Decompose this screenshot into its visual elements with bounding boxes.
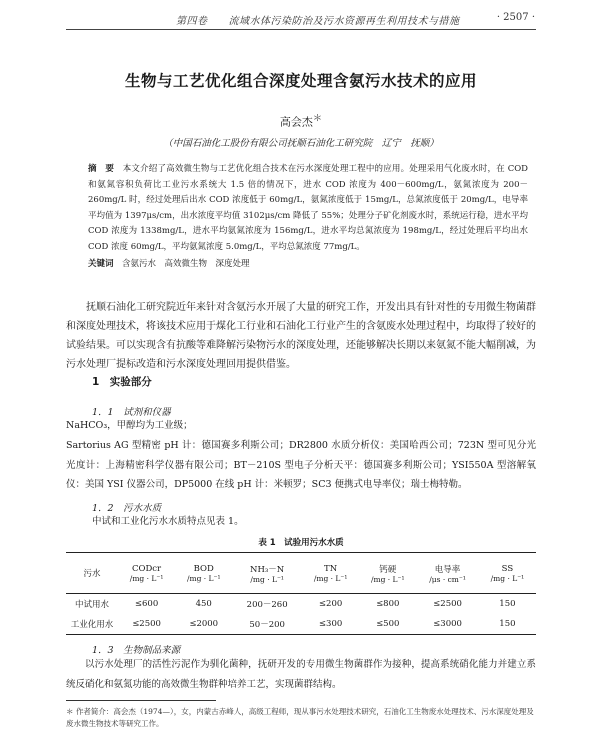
table-cell: ≤300: [318, 619, 343, 629]
table-cell: ≤2500: [433, 599, 462, 609]
page-number: · 2507 ·: [496, 12, 535, 23]
table-cell: 工业化用水: [70, 620, 114, 630]
col-header: CODcr /mg · L⁻¹: [129, 563, 164, 583]
col-header: SS /mg · L⁻¹: [490, 563, 525, 583]
table-row: [66, 594, 536, 615]
water-quality-text: 中试和工业化污水水质特点见表 1。: [92, 516, 244, 527]
bio-source-text: 以污水处理厂的活性污泥作为驯化菌种，抚研开发的专用微生物菌群作为接种，提高系统硝化能力并建立系统反硝化和氨氮功能的高效微生物群种培养工艺，实现菌群结构。: [66, 659, 536, 690]
table-caption: 表 1 试验用污水水质: [258, 538, 344, 548]
table-cell: ≤2500: [132, 619, 161, 629]
author: 高会杰＊: [279, 113, 323, 129]
table-cell: 200－260: [246, 600, 288, 610]
abstract-text: 本文介绍了高效微生物与工艺优化组合技术在污水深度处理工程中的应用。处理采用气化废水时，在 COD 和氨氮容积负荷比工业污水系统大 1.5 倍的情况下，进水 COD 浓度为 400－600mg/L，氨氮浓度为 200－260mg/L 时，经过处理后出水 COD 浓度低于 60mg/L，氨氮浓度低于 15mg/L，总氮浓度低于 20mg/L，电导率平均值为 1397μs/cm，出水浓度平均值 3102μs/cm 降低了 55%；处理分子矿化剂废水时，系统运行稳，进水平均 COD 浓度为 1338mg/L，进水平均氨氮浓度为 156mg/L，进水平均总氮浓度为 198mg/L，经过处理后平均出水 COD 浓度 60mg/L，平均氨氮浓度 5.0mg/L，平均总氮浓度 77mg/L。: [88, 164, 528, 252]
keywords-text: 含氨污水 高效微生物 深度处理: [122, 259, 250, 269]
col-header: 钙硬 /mg · L⁻¹: [370, 564, 405, 584]
intro-paragraph: 抚顺石油化工研究院近年来针对含氨污水开展了大量的研究工作，开发出具有针对性的专用微生物菌群和深度处理技术，将该技术应用于煤化工行业和石油化工行业产生的含氨废水处理过程中，均取得了较好的试验结果。可以实现含有抗酸等难降解污染物污水的深度处理，还能够解决长期以来氨氮不能大幅削减，为污水处理厂提标改造和污水深度处理回用提供借鉴。: [66, 302, 536, 370]
affiliation: （中国石油化工股份有限公司抚顺石油化工研究院 辽宁 抚顺）: [163, 138, 439, 149]
subsection-heading-water-quality: 1．2 污水水质: [92, 503, 162, 514]
abstract: [88, 162, 528, 256]
subsection-heading-bio-source: 1．3 生物制品来源: [92, 645, 181, 656]
section-heading-experimental: 1 实验部分: [92, 376, 152, 388]
author-name: 高会杰: [279, 115, 313, 129]
reagents-text: NaHCO₃，甲醇均为工业级；: [66, 420, 193, 431]
col-header: NH₃－N /mg · L⁻¹: [250, 564, 285, 584]
subsection-heading-reagents: 1．1 试剂和仪器: [92, 407, 171, 418]
abstract-label: 摘 要: [88, 164, 115, 174]
table-cell: 中试用水: [74, 600, 109, 610]
table-cell: ≤800: [376, 599, 400, 609]
table-cell: ≤200: [318, 599, 343, 609]
running-header: 第四卷 流域水体污染防治及污水资源再生利用技术与措施: [176, 16, 460, 27]
header-rule: [66, 29, 536, 30]
instruments-text: Sartorius AG 型精密 pH 计：德国赛多利斯公司；DR2800 水质分析仪：美国哈西公司；723N 型可见分光光度计：上海精密科学仪器有限公司；BT－210S 型电子分析天平：德国赛多利斯公司；YSI550A 型溶解氧仪：美国 YSI 仪器公司，DP5000 在线 pH 计：米顿罗；SC3 便携式电导率仪；瑞士梅特勒。: [66, 440, 536, 490]
water-quality-table: [66, 552, 536, 635]
col-header: TN /mg · L⁻¹: [313, 563, 348, 583]
footnote-rule: [66, 700, 216, 701]
table-header-row: [66, 553, 536, 594]
table-cell: ≤600: [134, 599, 159, 609]
col-header: BOD /mg · L⁻¹: [186, 563, 221, 583]
table-cell: 150: [499, 599, 516, 609]
table-cell: 450: [195, 599, 212, 609]
table-cell: ≤3000: [433, 619, 462, 629]
table-cell: ≤2000: [189, 619, 219, 629]
table-row: [66, 614, 536, 635]
table-cell: 150: [499, 619, 516, 629]
keywords: [88, 257, 528, 269]
table-cell: ≤500: [376, 619, 400, 629]
col-header: 污水: [83, 569, 101, 579]
table-cell: 50－200: [249, 620, 285, 630]
col-header: 电导率 /μs · cm⁻¹: [429, 564, 466, 584]
footnote: ＊ 作者简介：高会杰（1974—），女，内蒙古赤峰人，高级工程师，现从事污水处理技术研究，石油化工生物废水处理技术、污水深度处理及废水微生物技术等研究工作。: [66, 707, 534, 728]
keywords-label: 关键词: [88, 259, 114, 269]
paper-title: 生物与工艺优化组合深度处理含氨污水技术的应用: [124, 72, 477, 90]
